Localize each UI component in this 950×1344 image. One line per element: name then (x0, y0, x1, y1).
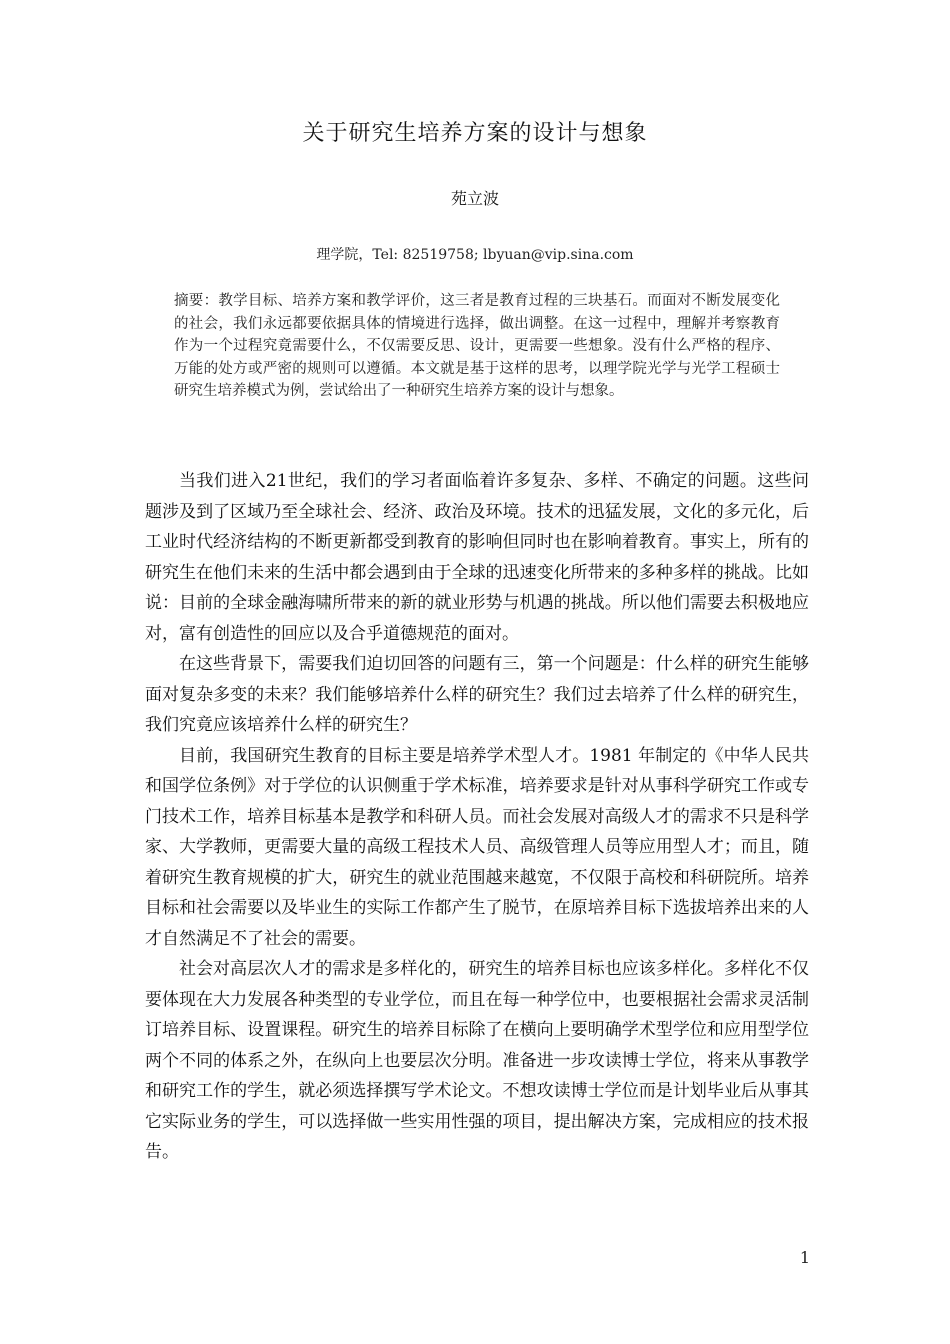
page-title: 关于研究生培养方案的设计与想象 (302, 121, 648, 146)
body-paragraph: 在这些背景下，需要我们迫切回答的问题有三，第一个问题是：什么样的研究生能够面对复杂多变的未来？我们能够培养什么样的研究生？我们过去培养了什么样的研究生，我们究竟应该培养什么样的研究生？ (145, 654, 809, 735)
author-affiliation: 理学院，Tel: 82519758; lbyuan@vip.sina.com (316, 247, 634, 263)
body-paragraph: 社会对高层次人才的需求是多样化的，研究生的培养目标也应该多样化。多样化不仅要体现在大力发展各种类型的专业学位，而且在每一种学位中，也要根据社会需求灵活制订培养目标、设置课程。研究生的培养目标除了在横向上要明确学术型学位和应用型学位两个不同的体系之外，在纵向上也要层次分明。准备进一步攻读博士学位，将来从事教学和研究工作的学生，就必须选择撰写学术论文。不想攻读博士学位而是计划毕业后从事其它实际业务的学生，可以选择做一些实用性强的项目，提出解决方案，完成相应的技术报告。 (145, 959, 809, 1162)
body-text (145, 466, 809, 1168)
abstract: 摘要：教学目标、培养方案和教学评价，这三者是教育过程的三块基石。而面对不断发展变化的社会，我们永远都要依据具体的情境进行选择，做出调整。在这一过程中，理解并考察教育作为一个过程究竟需要什么，不仅需要反思、设计，更需要一些想象。没有什么严格的程序、万能的处方或严密的规则可以遵循。本文就是基于这样的思考，以理学院光学与光学工程硕士研究生培养模式为例，尝试给出了一种研究生培养方案的设计与想象。 (174, 293, 780, 399)
page-number: 1 (799, 1248, 810, 1267)
author-name: 苑立波 (450, 189, 499, 208)
body-paragraph: 当我们进入21世纪，我们的学习者面临着许多复杂、多样、不确定的问题。这些问题涉及到了区域乃至全球社会、经济、政治及环境。技术的迅猛发展，文化的多元化，后工业时代经济结构的不断更新都受到教育的影响但同时也在影响着教育。事实上，所有的研究生在他们未来的生活中都会遇到由于全球的迅速变化所带来的多种多样的挑战。比如说：目前的全球金融海啸所带来的新的就业形势与机遇的挑战。所以他们需要去积极地应对，富有创造性的回应以及合乎道德规范的面对。 (145, 471, 809, 644)
body-paragraph: 目前，我国研究生教育的目标主要是培养学术型人才。1981 年制定的《中华人民共和国学位条例》对于学位的认识侧重于学术标准，培养要求是针对从事科学研究工作或专门技术工作，培养目标基本是教学和科研人员。而社会发展对高级人才的需求不只是科学家、大学教师，更需要大量的高级工程技术人员、高级管理人员等应用型人才；而且，随着研究生教育规模的扩大，研究生的就业范围越来越宽，不仅限于高校和科研院所。培养目标和社会需要以及毕业生的实际工作都产生了脱节，在原培养目标下选拔培养出来的人才自然满足不了社会的需要。 (145, 745, 809, 949)
